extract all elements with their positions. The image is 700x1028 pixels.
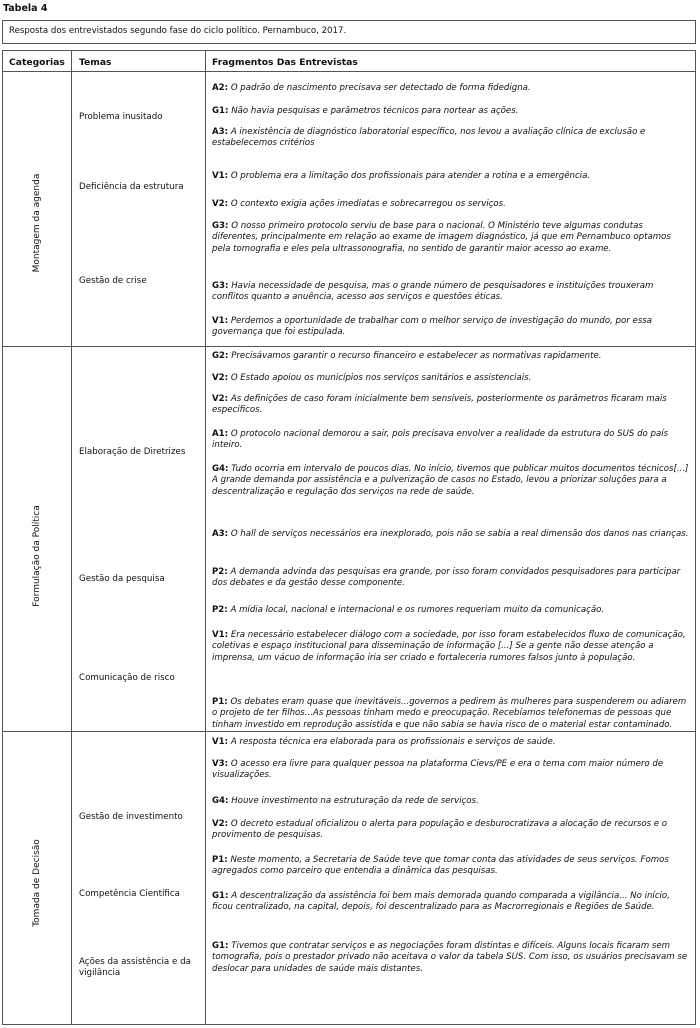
fragment-row (212, 171, 690, 182)
fragment-text: As definições de caso foram inicialmente bem sensíveis, posteriormente os parâmetros ficaram mais específicos. (212, 394, 667, 416)
fragment-code: G1: (212, 941, 229, 951)
fragment-code: G4: (212, 796, 229, 806)
tema-elaboracao-diretrizes: Elaboração de Diretrizes (79, 447, 186, 457)
interview-table (2, 50, 696, 1025)
fragment-text: O problema era a limitação dos profissionais para atender a rotina e a emergência. (230, 171, 591, 181)
fragment-row (212, 199, 690, 210)
fragment-row (212, 316, 690, 339)
table-caption: Resposta dos entrevistados segundo fase do ciclo político. Pernambuco, 2017. (9, 26, 347, 36)
fragment-code: V2: (212, 199, 229, 209)
column-divider-1 (71, 51, 72, 1024)
fragment-row (212, 759, 690, 782)
fragment-text: Perdemos a oportunidade de trabalhar com o melhor serviço de investigação do mundo, por essa governança que foi estipulada. (212, 316, 653, 338)
tema-acoes-assistencia-vigilancia: Ações da assistência e da vigilância (79, 957, 191, 979)
fragment-row (212, 796, 690, 807)
fragment-code: V1: (212, 316, 229, 326)
header-temas: Temas (79, 57, 112, 68)
fragment-code: G2: (212, 351, 229, 361)
fragment-text: Neste momento, a Secretaria de Saúde teve que tomar conta das atividades de seus serviços. Fomos agregados como parceiro que entendia a dinâmica das pesquisas. (212, 855, 669, 877)
fragment-row (212, 221, 690, 255)
fragment-code: V2: (212, 819, 229, 829)
header-categorias: Categorias (9, 57, 65, 68)
fragment-code: G1: (212, 891, 229, 901)
fragment-text: O padrão de nascimento precisava ser detectado de forma fidedigna. (230, 83, 531, 93)
fragment-row (212, 394, 690, 417)
fragment-row (212, 819, 690, 842)
category-divider-1 (3, 346, 695, 347)
fragment-text: A mídia local, nacional e internacional e os rumores requeriam muito da comunicação. (230, 605, 605, 615)
fragment-row (212, 127, 690, 150)
fragment-code: V3: (212, 759, 229, 769)
fragment-row (212, 351, 690, 362)
category-formulacao-politica: Formulação da Política (32, 505, 42, 607)
fragment-code: V1: (212, 171, 229, 181)
fragment-row (212, 281, 690, 304)
fragment-text: Tudo ocorria em intervalo de poucos dias. No início, tivemos que publicar muitos documentos técnicos[...] A grande demanda por assistência e a pulverização de casos no Estado, levou a priorizar soluções para a descentralização e regulação dos serviços na rede de saúde. (212, 464, 689, 497)
column-divider-2 (205, 51, 206, 1024)
fragment-row (212, 941, 690, 975)
fragment-text: O Estado apoiou os municípios nos serviços sanitários e assistenciais. (230, 373, 532, 383)
fragment-row (212, 529, 690, 540)
fragment-code: P1: (212, 855, 228, 865)
tema-gestao-pesquisa: Gestão da pesquisa (79, 574, 165, 584)
fragment-code: A2: (212, 83, 229, 93)
fragment-text: Havia necessidade de pesquisa, mas o grande número de pesquisadores e instituições trouxeram conflitos quanto a anuência, acesso aos serviços e questões éticas. (212, 281, 654, 303)
category-tomada-decisao: Tomada de Decisão (32, 839, 42, 927)
fragment-row (212, 567, 690, 590)
fragment-code: A1: (212, 429, 229, 439)
fragment-text: A demanda advinda das pesquisas era grande, por isso foram convidados pesquisadores para participar dos debates e da gestão desse componente. (212, 567, 681, 589)
fragment-text: Precisávamos garantir o recurso financeiro e estabelecer as normativas rapidamente. (231, 351, 602, 361)
fragment-code: V2: (212, 373, 229, 383)
header-fragmentos: Fragmentos Das Entrevistas (212, 57, 358, 68)
fragment-code: P1: (212, 697, 228, 707)
fragment-code: V2: (212, 394, 229, 404)
fragment-text: A resposta técnica era elaborada para os profissionais e serviços de saúde. (230, 737, 556, 747)
fragment-text: Era necessário estabelecer diálogo com a sociedade, por isso foram estabelecidos fluxo de comunicação, coletivas e espaço institucional para disseminação de informação [...] Se a gente não desse atenção a imprensa, um vácuo de informação iria ser criado e fortaleceria rumores falsos junto à população. (212, 630, 686, 663)
caption-box (2, 20, 696, 44)
fragment-code: G3: (212, 281, 229, 291)
fragment-text: A inexistência de diagnóstico laboratorial específico, nos levou a avaliação clínica de exclusão e estabelecemos critérios (212, 127, 646, 149)
fragment-code: G4: (212, 464, 229, 474)
fragment-text: Tivemos que contratar serviços e as negociações foram distintas e difíceis. Alguns locais ficaram sem tomografia, pois o prestador privado não aceitava o valor da tabela SUS. Com isso, os usuários precisavam se deslocar para unidades de saúde mais distantes. (212, 941, 688, 974)
tema-deficiencia-estrutura: Deficiência da estrutura (79, 182, 184, 192)
header-divider (3, 71, 695, 72)
fragment-row (212, 429, 690, 452)
fragment-text: O contexto exigia ações imediatas e sobrecarregou os serviços. (230, 199, 506, 209)
tema-competencia-cientifica: Competência Científica (79, 889, 180, 899)
category-montagem-agenda: Montagem da agenda (32, 173, 42, 273)
fragment-text: O hall de serviços necessários era inexplorado, pois não se sabia a real dimensão dos danos nas crianças. (230, 529, 689, 539)
tema-problema-inusitado: Problema inusitado (79, 112, 163, 122)
fragment-code: V1: (212, 737, 229, 747)
fragment-text: Houve investimento na estruturação da rede de serviços. (231, 796, 479, 806)
tema-gestao-crise: Gestão de crise (79, 276, 147, 286)
fragment-text: O decreto estadual oficializou o alerta para população e desburocratizava a alocação de recursos e o provimento de pesquisas. (212, 819, 668, 841)
fragment-code: A3: (212, 127, 229, 137)
fragment-text: A descentralização da assistência foi bem mais demorada quando comparada a vigilância... No início, ficou centralizado, na capital, depois, foi descentralizado para as Macrorregionais e Regiões de Saúde. (212, 891, 670, 913)
fragment-text: Os debates eram quase que inevitáveis...governos a pedirem às mulheres para suspenderem ou adiarem o projeto de ter filhos...As pessoas tinham medo e preocupação. Recebíamos telefonemas de pessoas que tinham investido em reprodução assistida e que não sabia se havia risco de o material estar contaminado. (212, 697, 687, 730)
fragment-code: P2: (212, 605, 228, 615)
tema-gestao-investimento: Gestão de investimento (79, 812, 183, 822)
fragment-code: V1: (212, 630, 229, 640)
fragment-row (212, 630, 690, 664)
table-number: Tabela 4 (3, 3, 48, 14)
fragment-code: A3: (212, 529, 229, 539)
fragment-row (212, 855, 690, 878)
fragment-code: G3: (212, 221, 229, 231)
fragment-row (212, 464, 690, 498)
fragment-text: O nosso primeiro protocolo serviu de base para o nacional. O Ministério teve algumas condutas diferentes, principalmente em relação ao exame de imagem diagnóstico, já que em Pernambuco optamos pela tomografia e eles pela ultrassonografia, no sentido de garantir maior acesso ao exame. (212, 221, 671, 254)
fragment-row (212, 106, 690, 117)
fragment-text: Não havia pesquisas e parâmetros técnicos para nortear as ações. (231, 106, 519, 116)
fragment-row (212, 83, 690, 94)
fragment-text: O protocolo nacional demorou a sair, pois precisava envolver a realidade da estrutura do SUS do país inteiro. (212, 429, 669, 451)
fragment-text: O acesso era livre para qualquer pessoa na plataforma Cievs/PE e era o tema com maior número de visualizações. (212, 759, 664, 781)
tema-comunicacao-risco: Comunicação de risco (79, 673, 175, 683)
fragment-row (212, 737, 690, 748)
fragment-row (212, 605, 690, 616)
fragment-code: G1: (212, 106, 229, 116)
fragment-row (212, 373, 690, 384)
fragment-row (212, 891, 690, 914)
fragment-row (212, 697, 690, 731)
fragment-code: P2: (212, 567, 228, 577)
